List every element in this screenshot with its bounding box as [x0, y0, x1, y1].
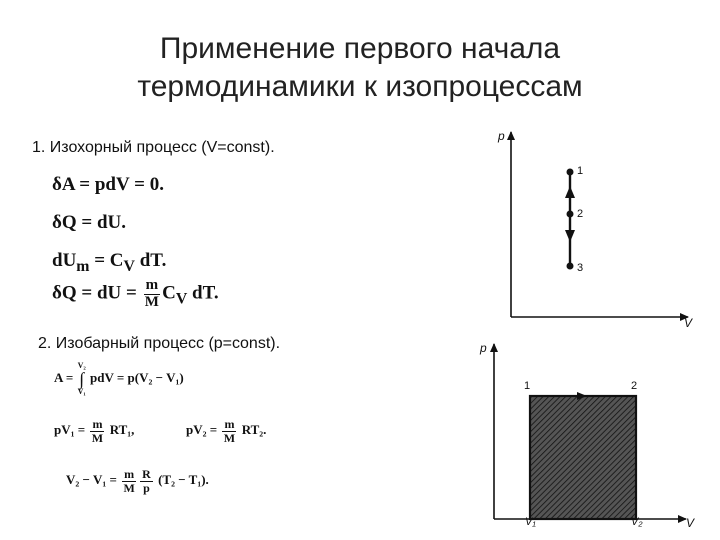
isochoric-v-axis-label: V [684, 316, 693, 330]
f8-left: V₂ − V₁ = [66, 472, 117, 488]
f4-den: M [144, 293, 159, 310]
isobaric-diagram [479, 341, 695, 530]
f8-num2: R [142, 467, 151, 481]
integral-symbol: ∫ [79, 369, 85, 389]
isochoric-point-1-label: 1 [577, 165, 584, 177]
f3-mid: = C [89, 250, 124, 271]
integral-upper: V₂ [77, 361, 86, 370]
f4-cv-sub: V [175, 290, 188, 308]
isochoric-point-3-label: 3 [577, 262, 584, 274]
f3-right: dT. [134, 250, 167, 271]
f7-den: M [223, 430, 236, 445]
f7-left: pV₂ = [186, 422, 218, 438]
isochoric-point-2-label: 2 [577, 208, 584, 220]
f4-right: dT. [187, 282, 219, 304]
f8-right: (T₂ − T₁). [158, 472, 209, 488]
integral-lower: V₁ [77, 387, 86, 396]
f3-left: dU [52, 250, 77, 271]
f6-num: m [92, 417, 103, 431]
f6-den: M [91, 430, 104, 445]
isobaric-point-2-label: 2 [631, 380, 638, 392]
isobaric-work-area [530, 396, 636, 519]
f3-sub2: V [123, 257, 135, 275]
isobaric-p-axis-label: p [480, 341, 487, 355]
f8-den1: M [123, 480, 135, 495]
f4-left: δQ = dU = [52, 282, 137, 304]
f6-right: RT₁, [109, 422, 135, 438]
f8-den2: p [143, 480, 150, 495]
isobaric-v1-tick-label: V₁ [525, 516, 536, 528]
isochoric-point-3 [567, 263, 574, 270]
isochoric-heat-formula: δQ = dU. [52, 212, 127, 233]
isochoric-point-2 [567, 211, 574, 218]
f5-left: A = [54, 369, 74, 385]
isochoric-up-arrow [565, 186, 575, 198]
f7-num: m [224, 417, 235, 431]
f4-cv: C [162, 282, 176, 304]
title-line-1: Применение первого начала [159, 32, 561, 65]
isobaric-heading: 2. Изобарный процесс (p=const). [38, 335, 281, 352]
isobaric-point-1-label: 1 [524, 380, 531, 392]
isochoric-work-formula: δA = pdV = 0. [52, 174, 164, 195]
f3-sub: m [76, 257, 90, 275]
f7-right: RT₂. [241, 422, 267, 438]
isobaric-v2-tick-label: V₂ [631, 516, 643, 528]
isochoric-diagram [497, 129, 693, 330]
f8-num1: m [124, 467, 135, 481]
f4-num: m [145, 277, 159, 293]
isochoric-down-arrow [565, 230, 575, 242]
isobaric-v-axis-label: V [686, 516, 695, 530]
isochoric-point-1 [567, 169, 574, 176]
isochoric-heading: 1. Изохорный процесс (V=const). [32, 139, 275, 156]
f6-left: pV₁ = [54, 422, 86, 438]
title-line-2: термодинамики к изопроцессам [137, 70, 583, 103]
f5-right: pdV = p(V₂ − V₁) [90, 369, 184, 385]
isochoric-p-axis-label: p [498, 129, 505, 143]
